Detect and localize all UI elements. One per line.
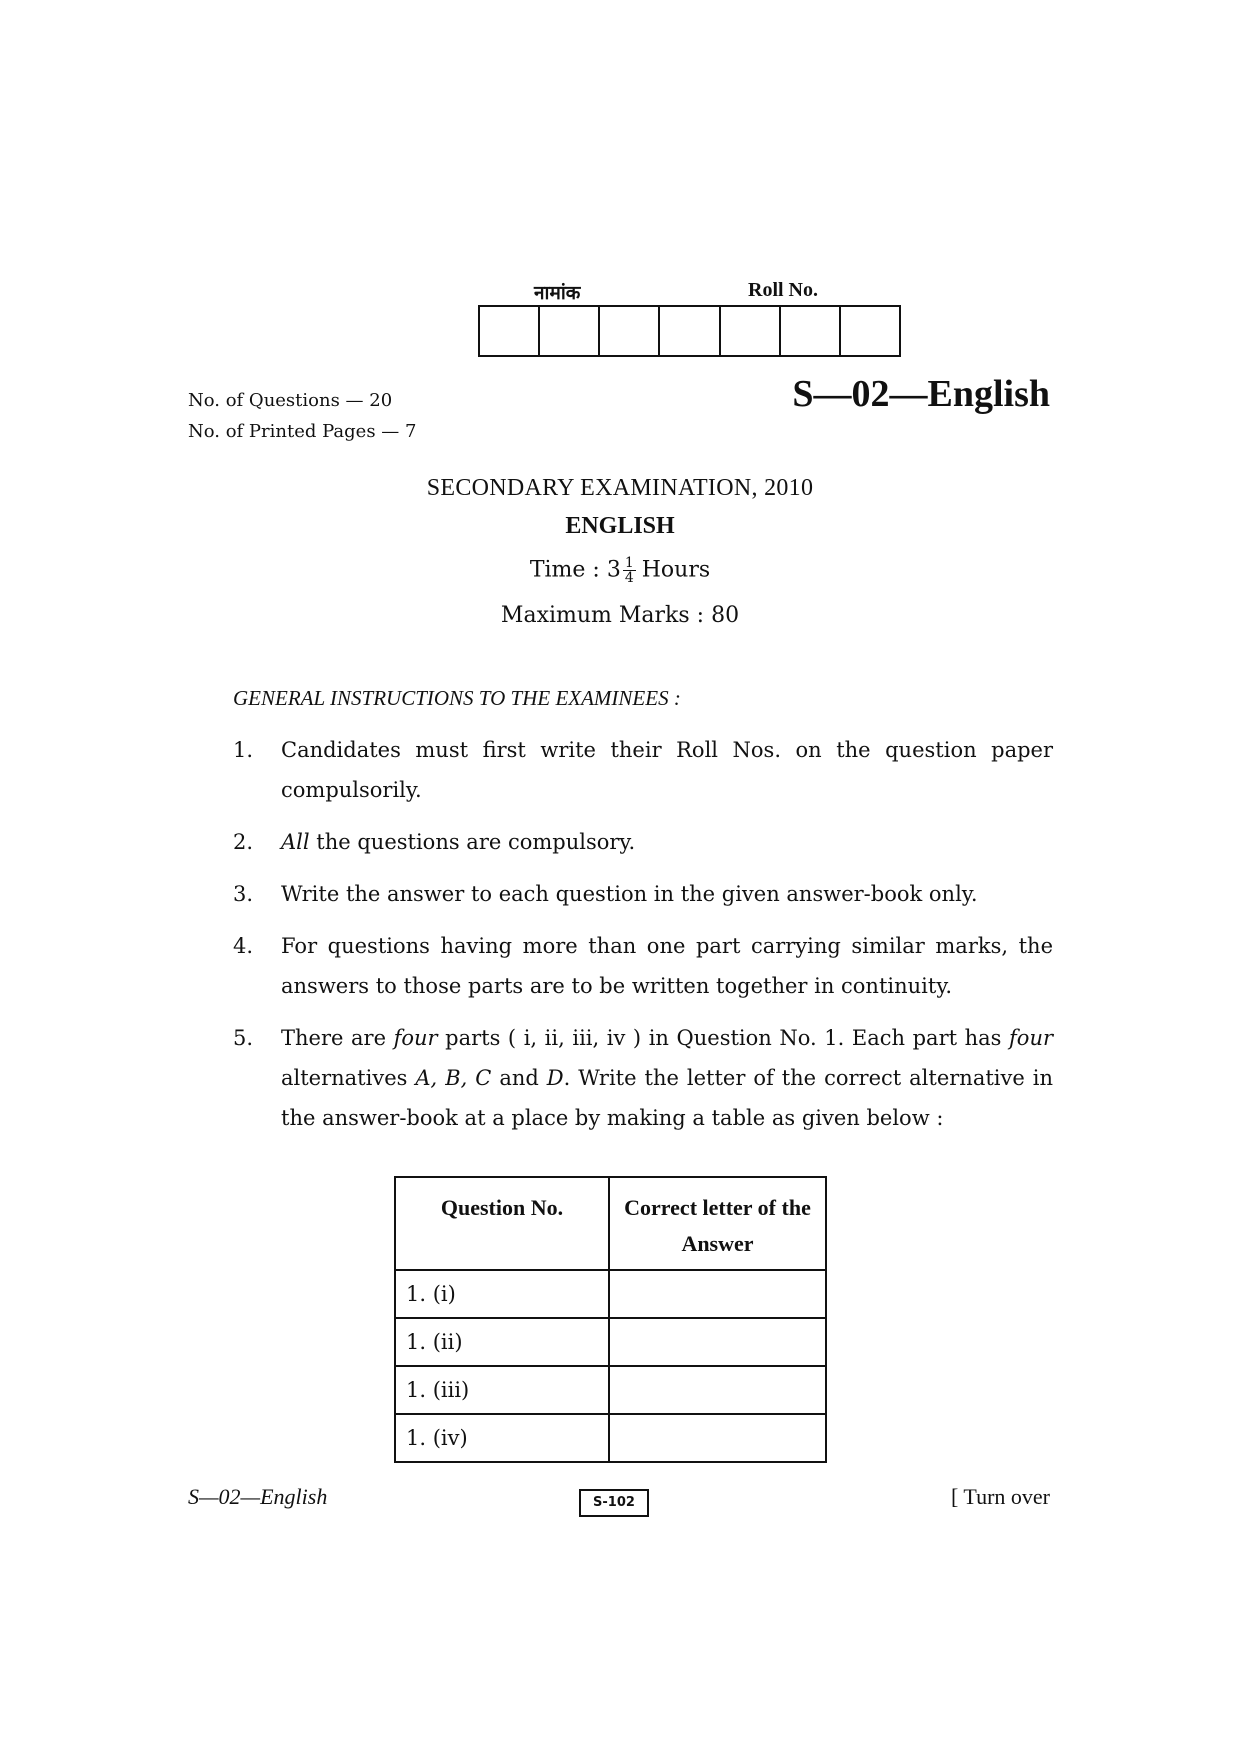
exam-title: SECONDARY EXAMINATION, 2010 <box>426 475 814 501</box>
fraction-numerator: 1 <box>624 555 634 571</box>
footer-series-code: S-102 <box>579 1489 649 1517</box>
footer-paper-code: S—02—English <box>188 1484 328 1509</box>
instruction-emphasis: All <box>281 830 310 854</box>
instruction-text-part: alternatives <box>281 1066 416 1090</box>
no-of-questions: No. of Questions — 20 <box>188 390 393 411</box>
instruction-text <box>281 822 1053 862</box>
instruction-item <box>233 822 1053 862</box>
instruction-number: 1. <box>233 738 254 762</box>
subject-title: ENGLISH <box>565 513 675 539</box>
table-row <box>395 1270 826 1318</box>
instruction-text-part: parts ( i, ii, iii, iv ) in Question No. 1. Each part has <box>437 1026 1010 1050</box>
table-cell-question: 1. (iv) <box>395 1414 609 1462</box>
instruction-item <box>233 874 1053 914</box>
table-cell-answer <box>609 1366 826 1414</box>
roll-box[interactable] <box>660 307 720 355</box>
table-cell-answer <box>609 1270 826 1318</box>
instruction-emphasis: four <box>393 1026 438 1050</box>
instruction-number: 3. <box>233 882 254 906</box>
footer-turn-over: [ Turn over <box>950 1484 1050 1509</box>
table-cell-question: 1. (ii) <box>395 1318 609 1366</box>
instruction-item <box>233 926 1053 1006</box>
table-cell-answer <box>609 1318 826 1366</box>
table-row <box>395 1414 826 1462</box>
instruction-item <box>233 730 1053 810</box>
instruction-text-part: . Write the letter of the correct alternative in the answer-book at a place by making a table as given below : <box>281 1066 1054 1130</box>
instruction-item <box>233 1018 1053 1138</box>
table-header-question: Question No. <box>395 1177 609 1270</box>
roll-box[interactable] <box>480 307 540 355</box>
table-row <box>395 1366 826 1414</box>
time-prefix: Time : 3 <box>529 557 621 583</box>
instruction-text-part: There are <box>281 1026 394 1050</box>
no-of-pages: No. of Printed Pages — 7 <box>188 421 417 442</box>
instruction-text: For questions having more than one part carrying similar marks, the answers to those parts are to be written together in continuity. <box>281 934 1053 998</box>
roll-box[interactable] <box>841 307 899 355</box>
table-header-answer: Correct letter of the Answer <box>609 1177 826 1270</box>
time-fraction <box>623 556 636 585</box>
roll-box[interactable] <box>600 307 660 355</box>
time-line <box>0 556 1240 585</box>
max-marks: Maximum Marks : 80 <box>500 603 740 628</box>
roll-label-english: Roll No. <box>748 279 818 301</box>
roll-box[interactable] <box>540 307 600 355</box>
instructions-heading: GENERAL INSTRUCTIONS TO THE EXAMINEES : <box>233 686 681 710</box>
roll-box[interactable] <box>721 307 781 355</box>
answer-format-table <box>394 1176 827 1463</box>
table-header-row <box>395 1177 826 1270</box>
instruction-emphasis: A, B, C <box>415 1066 492 1090</box>
instruction-number: 5. <box>233 1026 254 1050</box>
instruction-number: 4. <box>233 934 254 958</box>
paper-code: S—02—English <box>792 373 1050 415</box>
instruction-emphasis: four <box>1009 1026 1054 1050</box>
time-suffix: Hours <box>641 557 711 583</box>
instruction-text <box>281 1018 1053 1138</box>
table-cell-answer <box>609 1414 826 1462</box>
table-cell-question: 1. (i) <box>395 1270 609 1318</box>
instruction-text-part: the questions are compulsory. <box>309 830 636 854</box>
instruction-text-part: and <box>491 1066 547 1090</box>
table-cell-question: 1. (iii) <box>395 1366 609 1414</box>
roll-number-boxes <box>478 305 901 357</box>
instruction-emphasis: D <box>546 1066 564 1090</box>
instruction-text: Write the answer to each question in the given answer-book only. <box>281 882 978 906</box>
instruction-number: 2. <box>233 830 254 854</box>
table-row <box>395 1318 826 1366</box>
fraction-denominator: 4 <box>624 570 634 586</box>
roll-box[interactable] <box>781 307 841 355</box>
roll-label-hindi: नामांक <box>534 282 581 304</box>
instruction-text: Candidates must first write their Roll Nos. on the question paper compulsorily. <box>281 738 1053 802</box>
